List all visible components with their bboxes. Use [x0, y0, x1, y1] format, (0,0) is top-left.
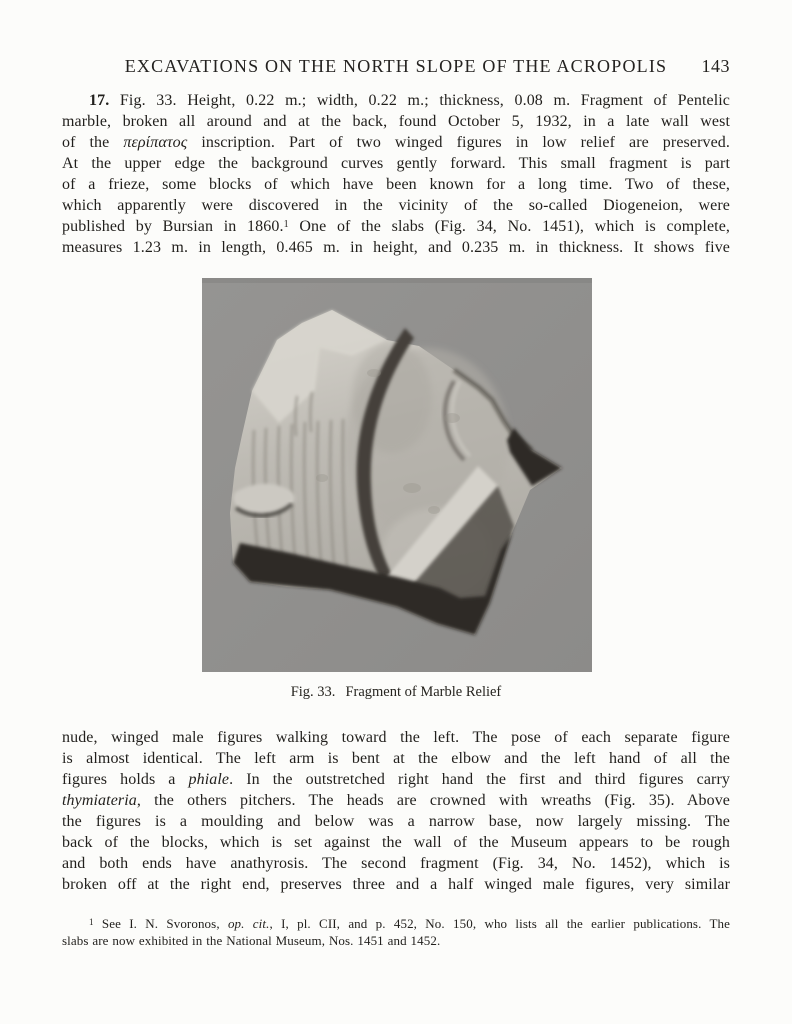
footnote	[62, 915, 730, 949]
text-line: back of the blocks, which is set against the wall of the Museum appears to be rough	[62, 834, 730, 851]
figure-caption	[62, 684, 730, 701]
text-line: nude, winged male figures walking toward the left. The pose of each separate figure	[62, 729, 730, 746]
paragraph-continuation	[62, 727, 730, 895]
paragraph-entry-17	[62, 90, 730, 258]
text-line: and both ends have anathyrosis. The second fragment (Fig. 34, No. 1452), which is	[62, 855, 730, 872]
text-line: published by Bursian in 1860.$^1$ One of the slabs (Fig. 34, No. 1451), which is complete,	[62, 218, 730, 235]
text-line: which apparently were discovered in the vicinity of the so-called Diogeneion, were	[62, 197, 730, 214]
text-line: the figures is a moulding and below was a narrow base, now largely missing. The	[62, 813, 730, 830]
text-line: figures holds a phiale. In the outstretched right hand the first and third figures carry	[62, 771, 730, 788]
text-line: measures 1.23 m. in length, 0.465 m. in height, and 0.235 m. in thickness. It shows five	[62, 239, 730, 256]
marble-relief-photograph	[202, 278, 592, 672]
running-head	[62, 56, 730, 80]
text-line: At the upper edge the background curves gently forward. This small fragment is part	[62, 155, 730, 172]
text-line: is almost identical. The left arm is bent at the elbow and the left hand of all the	[62, 750, 730, 767]
text-line: of a frieze, some blocks of which have been known for a long time. Two of these,	[62, 176, 730, 193]
figure-caption-text: Fragment of Marble Relief	[345, 684, 502, 700]
text-line: $^1$ See I. N. Svoronos, op. cit., I, pl. CII, and p. 452, No. 150, who lists all the earlier publications. The	[89, 916, 730, 931]
page-title: EXCAVATIONS ON THE NORTH SLOPE OF THE ACROPOLIS	[124, 56, 668, 76]
text-line: marble, broken all around and at the back, found October 5, 1932, in a late wall west	[62, 113, 730, 130]
page-number: 143	[701, 56, 730, 76]
text-line: 17. Fig. 33. Height, 0.22 m.; width, 0.22 m.; thickness, 0.08 m. Fragment of Pentelic	[89, 92, 730, 109]
figure-caption-label: Fig. 33.	[290, 684, 336, 700]
text-line: broken off at the right end, preserves three and a half winged male figures, very similar	[62, 876, 730, 893]
text-line: slabs are now exhibited in the National Museum, Nos. 1451 and 1452.	[62, 933, 441, 948]
text-line: thymiateria, the others pitchers. The heads are crowned with wreaths (Fig. 35). Above	[62, 792, 730, 809]
text-line: of the περίπατος inscription. Part of two winged figures in low relief are preserved.	[62, 134, 730, 151]
